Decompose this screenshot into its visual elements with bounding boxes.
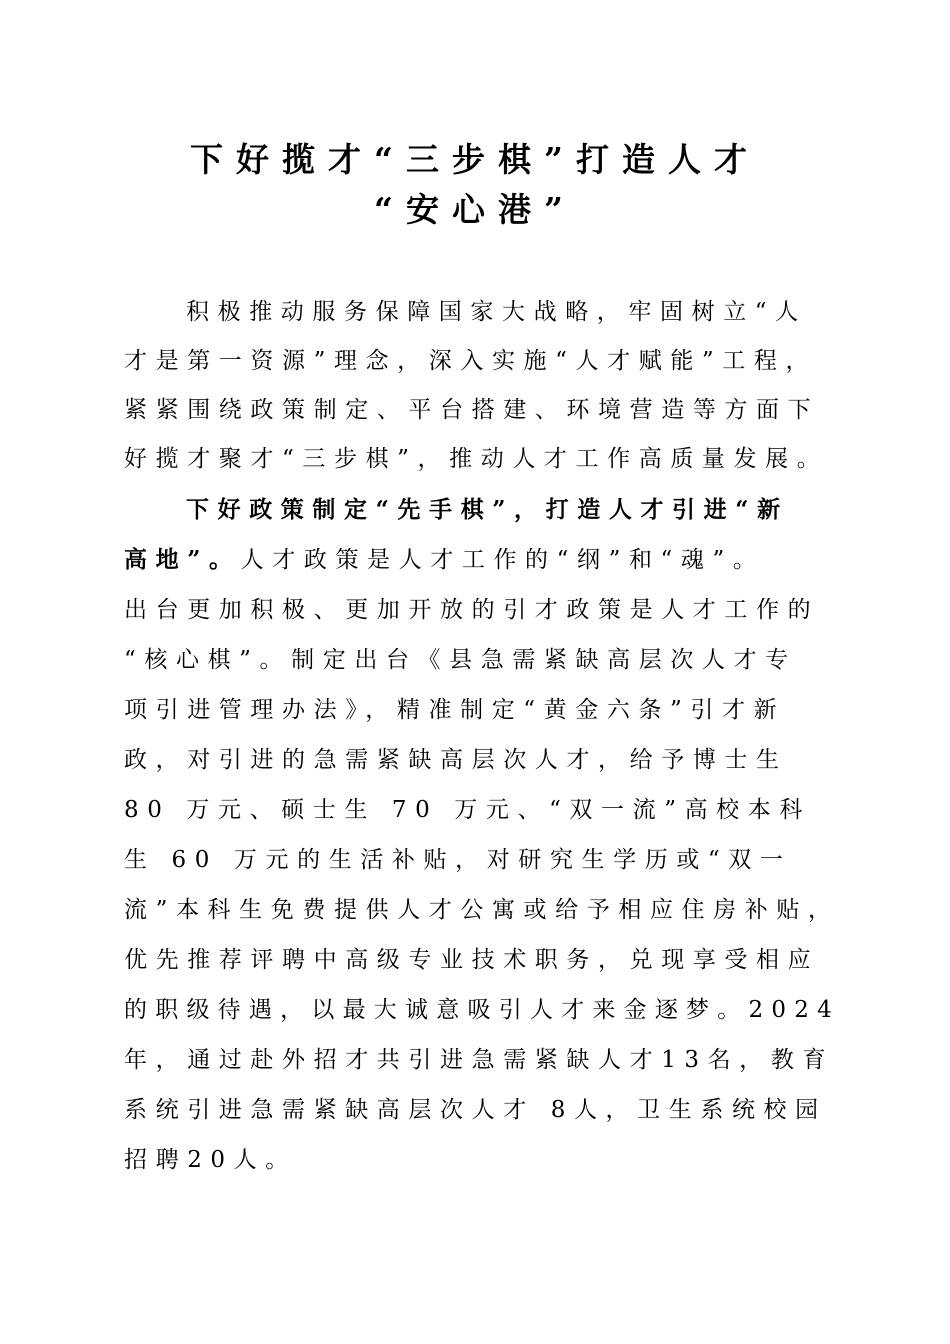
section-paragraph-line: 生 60 万元的生活补贴，对研究生学历或“双一 bbox=[124, 847, 792, 873]
intro-paragraph-line: 积极推动服务保障国家大战略，牢固树立“人 bbox=[186, 299, 807, 325]
section-paragraph-line: 政，对引进的急需紧缺高层次人才，给予博士生 bbox=[124, 747, 788, 773]
section-heading-tail: 高地”。 bbox=[124, 546, 241, 573]
section-paragraph-line: 流”本科生免费提供人才公寓或给予相应住房补贴， bbox=[124, 897, 840, 923]
document-title-line-2: “安心港” bbox=[374, 190, 576, 229]
intro-paragraph-line: 才是第一资源”理念，深入实施“人才赋能”工程， bbox=[124, 348, 818, 374]
section-paragraph-line: 年，通过赴外招才共引进急需紧缺人才13名，教育 bbox=[124, 1047, 835, 1073]
document-title-line-1: 下好揽才“三步棋”打造人才 bbox=[190, 140, 760, 179]
section-paragraph-line: 招聘20人。 bbox=[124, 1147, 297, 1173]
intro-paragraph-line: 紧紧围绕政策制定、平台搭建、环境营造等方面下 bbox=[124, 397, 820, 423]
section-paragraph-line: 系统引进急需紧缺高层次人才 8人，卫生系统校园 bbox=[124, 1097, 827, 1123]
section-paragraph-line: 项引进管理办法》，精准制定“黄金六条”引才新 bbox=[124, 697, 786, 723]
section-paragraph-line: “核心棋”。制定出台《县急需紧缺高层次人才专 bbox=[124, 647, 797, 673]
section-paragraph-line bbox=[124, 544, 764, 576]
section-paragraph-line: 出台更加积极、更加开放的引才政策是人才工作的 bbox=[124, 597, 820, 623]
section-heading: 下好政策制定“先手棋”，打造人才引进“新 bbox=[186, 496, 789, 523]
section-paragraph-line: 优先推荐评聘中高级专业技术职务，兑现享受相应 bbox=[124, 947, 820, 973]
section-paragraph-text: 人才政策是人才工作的“纲”和“魂”。 bbox=[240, 547, 765, 573]
section-paragraph-line: 的职级待遇，以最大诚意吸引人才来金逐梦。2024 bbox=[124, 997, 840, 1023]
section-paragraph-line: 80 万元、硕士生 70 万元、“双一流”高校本科 bbox=[124, 797, 811, 823]
intro-paragraph-line: 好揽才聚才“三步棋”，推动人才工作高质量发展。 bbox=[124, 446, 829, 472]
